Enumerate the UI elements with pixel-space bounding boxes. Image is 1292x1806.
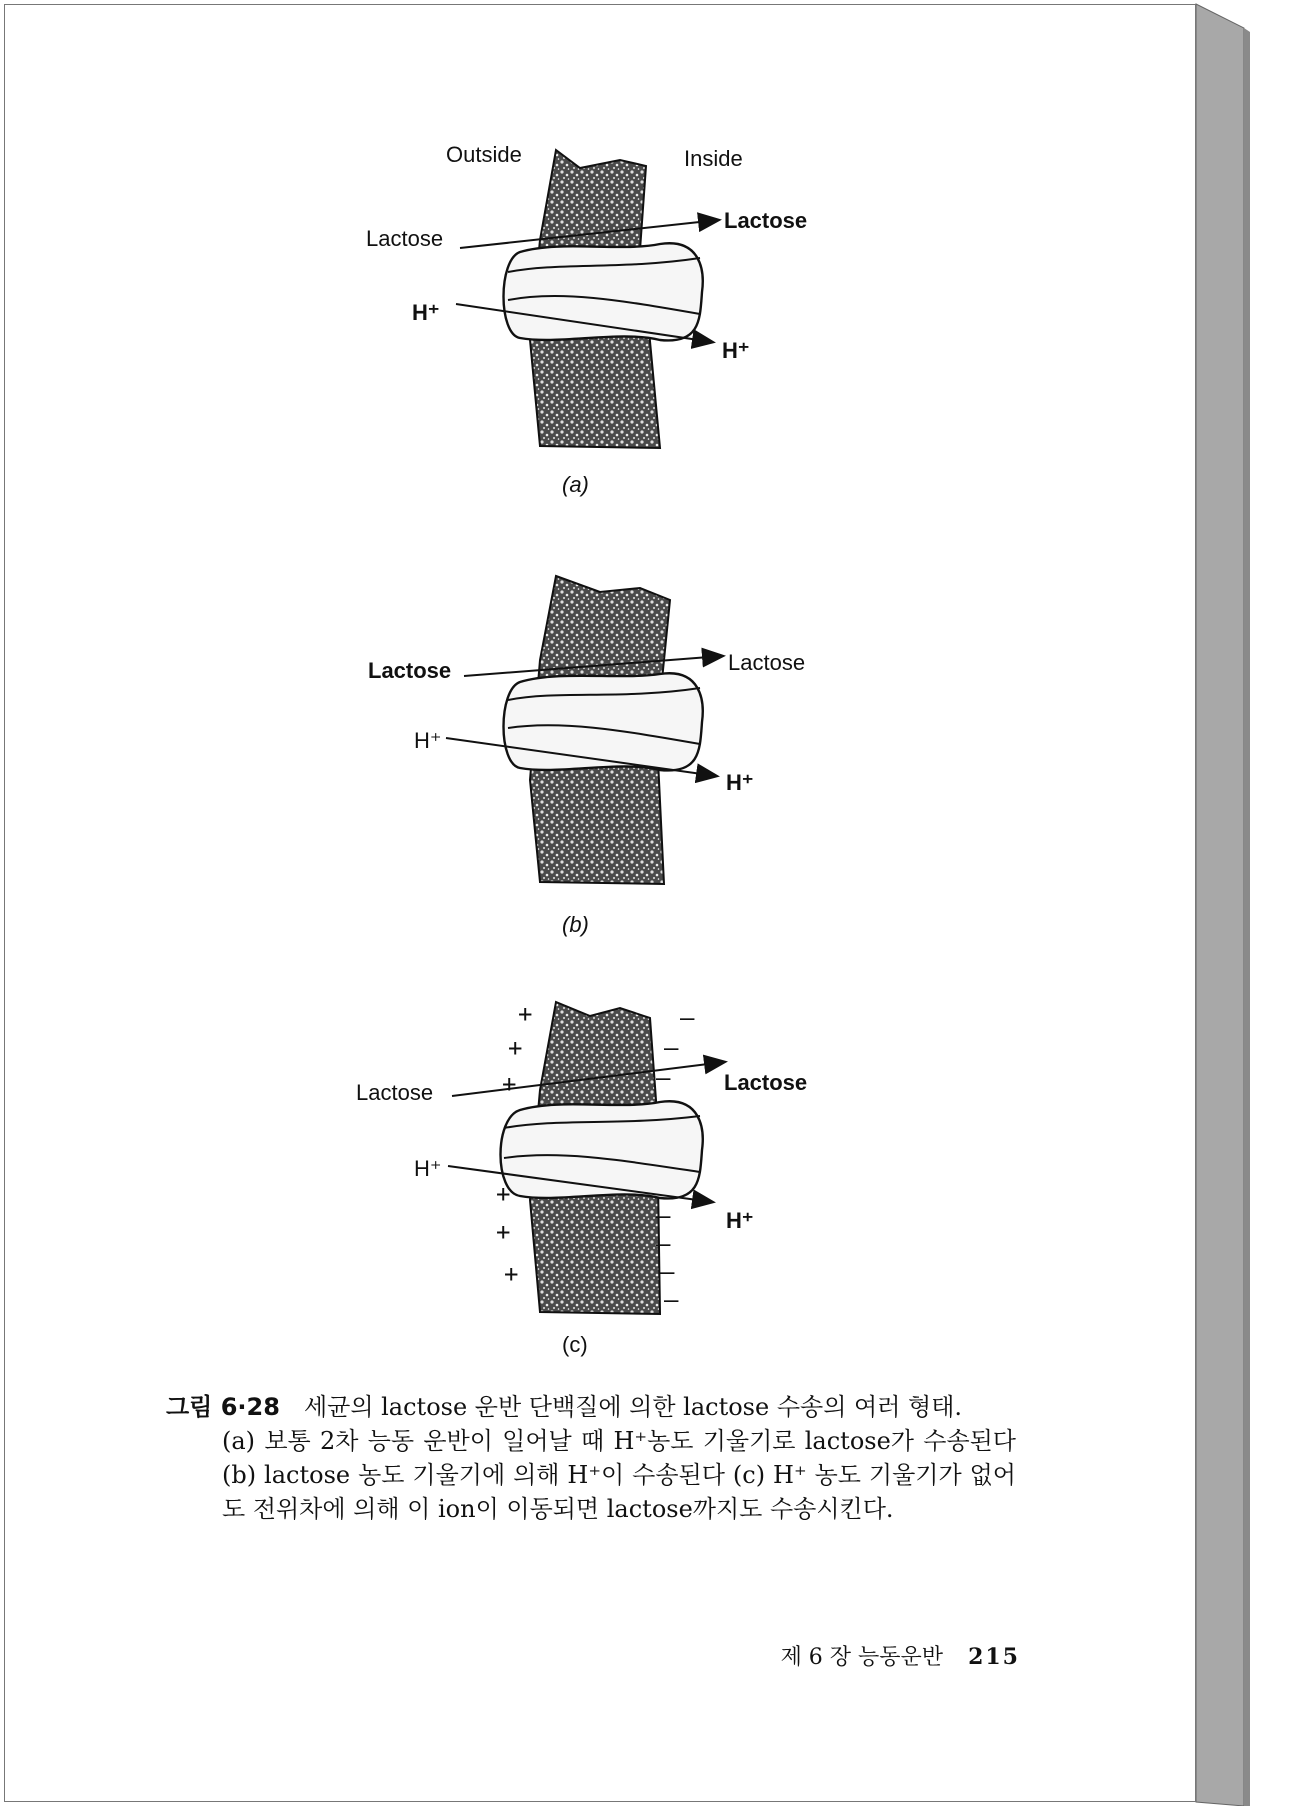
chapter-title: 제 6 장 능동운반 xyxy=(780,1645,944,1670)
plus-sign: + xyxy=(508,1034,523,1062)
lactose-in-label-a: Lactose xyxy=(366,226,444,251)
minus-sign: – xyxy=(656,1064,671,1092)
panel-label-c: (c) xyxy=(562,1332,588,1357)
minus-sign: – xyxy=(664,1286,679,1314)
h-in-label-c: H⁺ xyxy=(414,1156,442,1181)
caption-body: (a) 보통 2차 능동 운반이 일어날 때 H⁺농도 기울기로 lactose가 수송된다 (b) lactose 농도 기울기에 의해 H⁺이 수송된다 (c) H⁺ 농도 기울기가 없어도 전위차에 의해 이 ion이 이동되면 lactose까지도 수송시킨다. xyxy=(222,1427,1016,1523)
minus-sign: – xyxy=(656,1230,671,1258)
panel-label-a: (a) xyxy=(562,472,589,497)
page-footer xyxy=(0,1640,1020,1671)
h-out-label-a: H⁺ xyxy=(722,338,750,363)
panel-b xyxy=(368,576,805,937)
carrier-protein-b xyxy=(504,673,703,770)
lactose-out-label-c: Lactose xyxy=(724,1070,808,1095)
h-in-label-b: H⁺ xyxy=(414,728,442,753)
h-in-label-a: H⁺ xyxy=(412,300,440,325)
panel-c xyxy=(356,1000,807,1357)
panel-a xyxy=(366,142,807,497)
figure-caption xyxy=(166,1390,1016,1526)
lactose-in-label-b: Lactose xyxy=(368,658,452,683)
plus-sign: + xyxy=(496,1180,511,1208)
panel-label-b: (b) xyxy=(562,912,589,937)
page-number: 215 xyxy=(968,1644,1020,1670)
minus-sign: – xyxy=(664,1034,679,1062)
minus-sign: – xyxy=(680,1004,695,1032)
lactose-out-label-a: Lactose xyxy=(724,208,808,233)
h-out-label-b: H⁺ xyxy=(726,770,754,795)
inside-label: Inside xyxy=(684,146,743,171)
plus-sign: + xyxy=(496,1218,511,1246)
outside-label: Outside xyxy=(446,142,522,167)
minus-sign: – xyxy=(660,1258,675,1286)
plus-sign: + xyxy=(502,1070,517,1098)
figure-number: 그림 6·28 xyxy=(166,1393,280,1421)
h-out-label-c: H⁺ xyxy=(726,1208,754,1233)
lactose-out-label-b: Lactose xyxy=(728,650,806,675)
plus-sign: + xyxy=(518,1000,533,1028)
plus-sign: + xyxy=(504,1260,519,1288)
caption-title: 세균의 lactose 운반 단백질에 의한 lactose 수송의 여러 형태. xyxy=(303,1393,963,1421)
carrier-protein-c xyxy=(501,1101,703,1198)
lactose-in-label-c: Lactose xyxy=(356,1080,434,1105)
minus-sign: – xyxy=(656,1202,671,1230)
caption-head xyxy=(166,1390,1016,1424)
